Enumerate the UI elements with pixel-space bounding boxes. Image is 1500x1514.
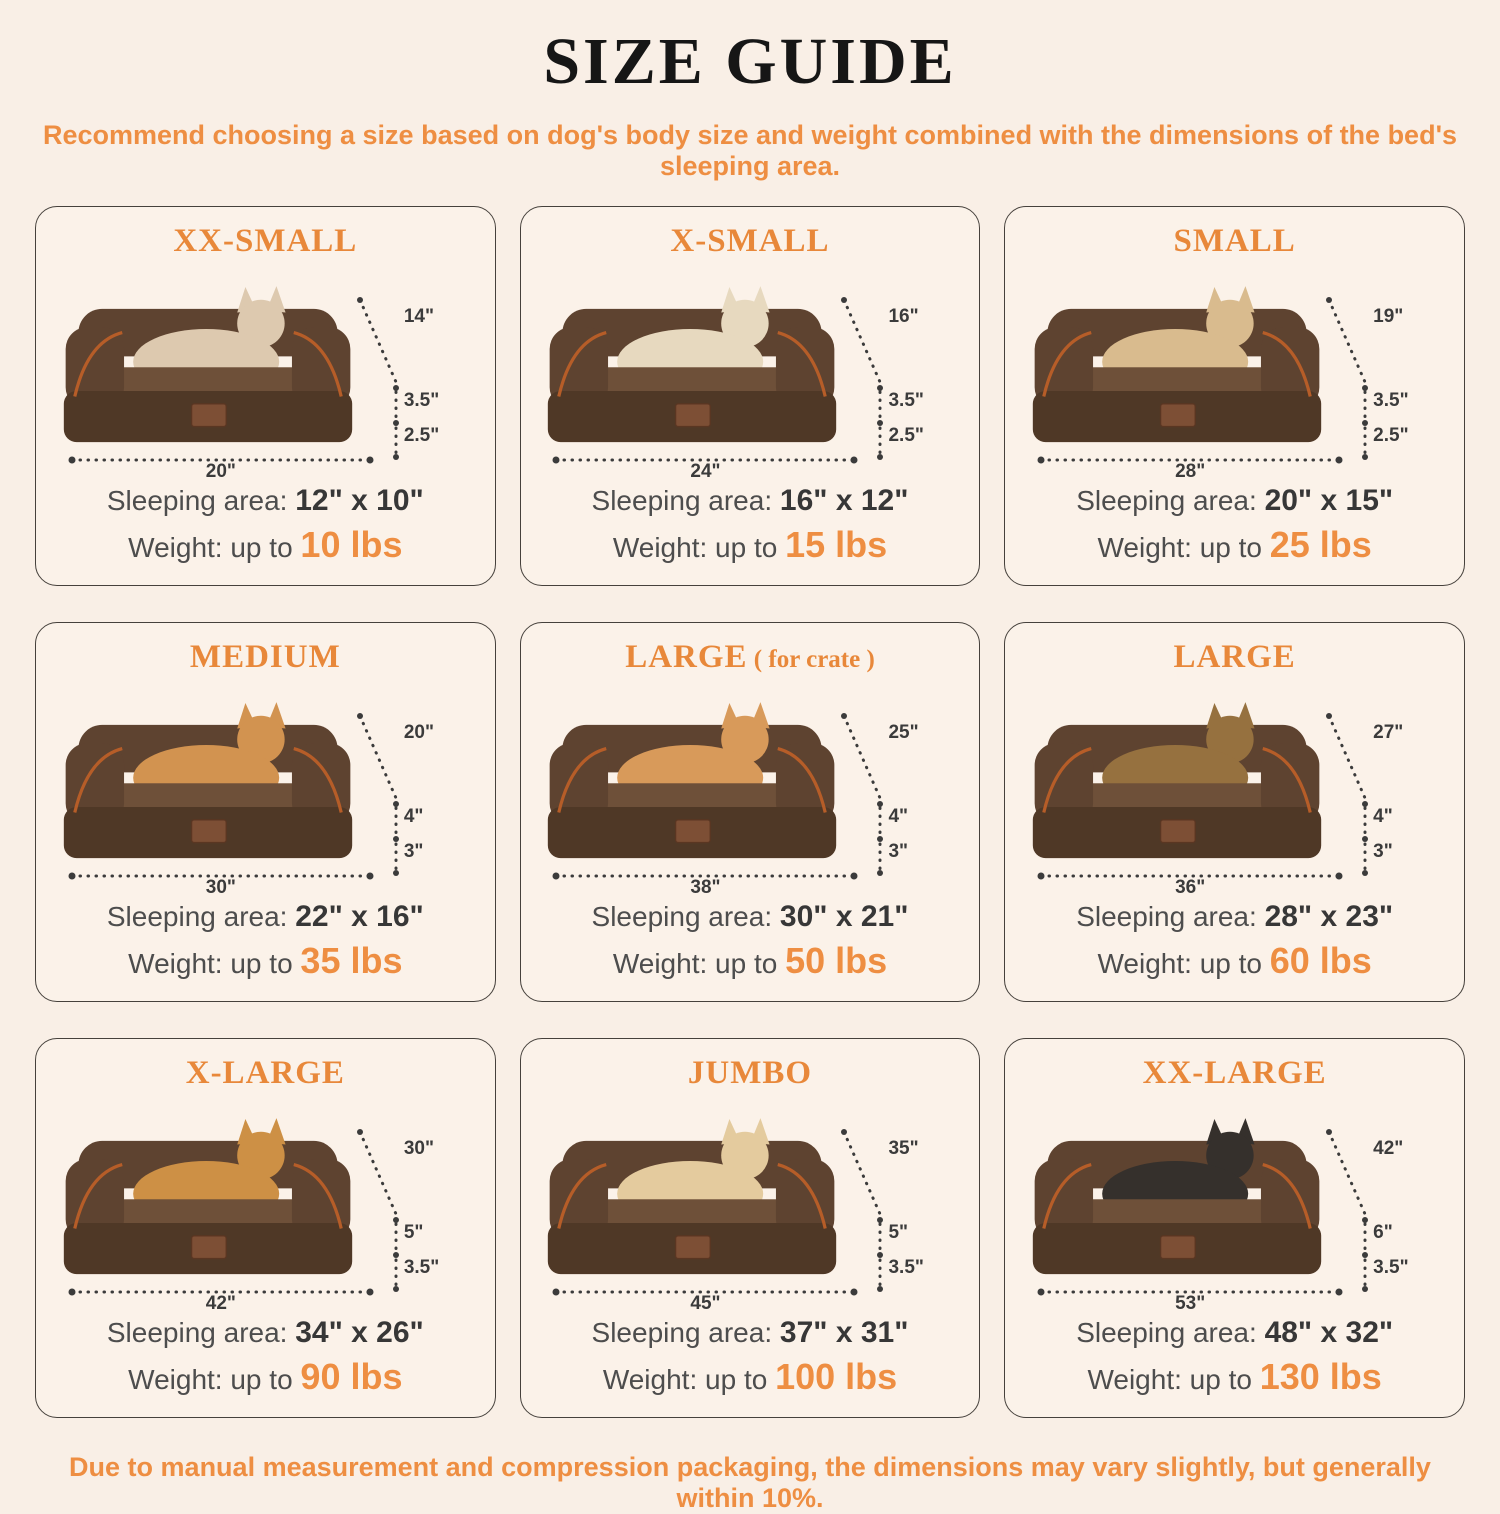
bed-width-dimension: 45" <box>690 1293 721 1314</box>
bed-illustration <box>1017 678 1452 896</box>
size-title <box>1005 639 1464 676</box>
size-title <box>521 1055 980 1092</box>
sleeping-area-line <box>529 482 972 520</box>
weight-value: 130 lbs <box>1259 1356 1382 1398</box>
dimension-lines <box>48 262 483 480</box>
back-height-dimension: 20" <box>403 722 434 743</box>
size-card <box>1004 1038 1465 1418</box>
base-height-dimension: 3.5" <box>888 1257 924 1278</box>
sleeping-area-label: Sleeping area: <box>106 1317 288 1348</box>
bolster-height-dimension: 6" <box>1373 1222 1393 1243</box>
sleeping-area-label: Sleeping area: <box>1076 485 1257 516</box>
back-height-dimension: 35" <box>888 1138 919 1159</box>
weight-up-to: up to <box>715 532 778 564</box>
sleeping-area-value: 48" x 32" <box>1264 1316 1394 1349</box>
bed-illustration <box>532 1094 967 1312</box>
sleeping-area-value: 28" x 23" <box>1264 900 1394 933</box>
size-name: MEDIUM <box>189 639 341 675</box>
sleeping-area-value: 37" x 31" <box>779 1316 909 1349</box>
bed-illustration <box>1017 262 1452 480</box>
back-height-dimension: 30" <box>403 1138 434 1159</box>
size-card <box>520 206 981 586</box>
size-name: XX-SMALL <box>173 223 358 259</box>
weight-label: Weight: <box>612 532 708 564</box>
weight-value: 100 lbs <box>775 1356 898 1398</box>
bed-illustration <box>532 678 967 896</box>
weight-line <box>529 1354 972 1400</box>
sleeping-area-label: Sleeping area: <box>591 901 773 932</box>
bolster-height-dimension: 3.5" <box>888 390 924 411</box>
size-title <box>36 639 495 676</box>
base-height-dimension: 2.5" <box>888 425 924 446</box>
sleeping-area-line <box>44 898 487 936</box>
sleeping-area-value: 22" x 16" <box>295 900 424 933</box>
bed-width-dimension: 20" <box>205 461 236 482</box>
bed-illustration <box>48 262 483 480</box>
bolster-height-dimension: 3.5" <box>403 390 440 411</box>
bed-width-dimension: 53" <box>1175 1293 1206 1314</box>
weight-label: Weight: <box>128 1364 223 1396</box>
dimension-lines <box>48 1094 483 1312</box>
weight-label: Weight: <box>1097 948 1192 980</box>
weight-up-to: up to <box>230 532 293 564</box>
size-title <box>1005 1055 1464 1092</box>
size-name: LARGE <box>1173 639 1296 675</box>
size-title <box>36 1055 495 1092</box>
page-title: SIZE GUIDE <box>543 25 957 98</box>
weight-line <box>1013 938 1456 984</box>
bolster-height-dimension: 4" <box>888 806 909 827</box>
bed-width-dimension: 30" <box>205 877 236 898</box>
weight-line <box>529 938 972 984</box>
weight-up-to: up to <box>230 1364 293 1396</box>
bed-width-dimension: 24" <box>690 461 721 482</box>
weight-label: Weight: <box>602 1364 698 1396</box>
size-card <box>520 1038 981 1418</box>
sleeping-area-label: Sleeping area: <box>591 485 773 516</box>
weight-value: 35 lbs <box>300 940 403 982</box>
base-height-dimension: 3" <box>403 841 424 862</box>
size-name: XX-LARGE <box>1142 1055 1327 1091</box>
dimension-lines <box>532 1094 967 1312</box>
sleeping-area-value: 12" x 10" <box>295 484 424 517</box>
bed-illustration <box>1017 1094 1452 1312</box>
weight-up-to: up to <box>1189 1364 1252 1396</box>
weight-label: Weight: <box>1097 532 1192 564</box>
sleeping-area-label: Sleeping area: <box>1076 1317 1257 1348</box>
back-height-dimension: 19" <box>1373 306 1404 327</box>
size-card <box>520 622 981 1002</box>
weight-up-to: up to <box>705 1364 768 1396</box>
size-card <box>35 1038 496 1418</box>
dimension-lines <box>532 678 967 896</box>
size-name: X-LARGE <box>185 1055 345 1091</box>
sleeping-area-line <box>1013 482 1456 520</box>
size-name: LARGE <box>625 639 748 675</box>
base-height-dimension: 2.5" <box>1373 425 1409 446</box>
weight-up-to: up to <box>715 948 778 980</box>
sleeping-area-value: 34" x 26" <box>295 1316 424 1349</box>
size-name: JUMBO <box>687 1055 813 1091</box>
sleeping-area-value: 30" x 21" <box>779 900 909 933</box>
size-card <box>1004 206 1465 586</box>
bolster-height-dimension: 3.5" <box>1373 390 1409 411</box>
size-card <box>35 622 496 1002</box>
back-height-dimension: 14" <box>403 306 434 327</box>
sleeping-area-label: Sleeping area: <box>106 485 288 516</box>
bed-width-dimension: 42" <box>205 1293 236 1314</box>
weight-line <box>1013 522 1456 568</box>
sleeping-area-label: Sleeping area: <box>106 901 288 932</box>
weight-label: Weight: <box>128 948 223 980</box>
size-title <box>36 223 495 260</box>
page-subtitle: Recommend choosing a size based on dog's body size and weight combined with the dimensions of the bed's sleeping area. <box>42 120 1458 181</box>
sleeping-area-label: Sleeping area: <box>1076 901 1257 932</box>
weight-value: 50 lbs <box>785 940 888 982</box>
sleeping-area-line <box>1013 1314 1456 1352</box>
size-name: SMALL <box>1173 223 1296 259</box>
size-title <box>521 639 980 676</box>
back-height-dimension: 25" <box>888 722 919 743</box>
bolster-height-dimension: 4" <box>1373 806 1393 827</box>
sleeping-area-value: 20" x 15" <box>1264 484 1394 517</box>
size-grid <box>35 206 1465 1418</box>
dimension-lines <box>48 678 483 896</box>
dimension-lines <box>532 262 967 480</box>
bed-illustration <box>48 1094 483 1312</box>
sleeping-area-line <box>44 1314 487 1352</box>
back-height-dimension: 27" <box>1373 722 1404 743</box>
weight-line <box>1013 1354 1456 1400</box>
size-card <box>35 206 496 586</box>
weight-value: 90 lbs <box>300 1356 403 1398</box>
weight-label: Weight: <box>128 532 223 564</box>
sleeping-area-line <box>529 1314 972 1352</box>
weight-value: 25 lbs <box>1269 524 1372 566</box>
weight-up-to: up to <box>230 948 293 980</box>
bolster-height-dimension: 5" <box>403 1222 424 1243</box>
sleeping-area-line <box>529 898 972 936</box>
bed-width-dimension: 36" <box>1175 877 1206 898</box>
dimension-lines <box>1017 1094 1452 1312</box>
size-name: X-SMALL <box>670 223 830 259</box>
base-height-dimension: 3.5" <box>1373 1257 1409 1278</box>
weight-up-to: up to <box>1199 532 1262 564</box>
size-card <box>1004 622 1465 1002</box>
bed-illustration <box>48 678 483 896</box>
size-note: ( for crate ) <box>747 646 875 673</box>
back-height-dimension: 42" <box>1373 1138 1404 1159</box>
weight-value: 60 lbs <box>1269 940 1372 982</box>
bolster-height-dimension: 4" <box>403 806 424 827</box>
weight-label: Weight: <box>1087 1364 1182 1396</box>
sleeping-area-label: Sleeping area: <box>591 1317 773 1348</box>
sleeping-area-line <box>1013 898 1456 936</box>
weight-line <box>44 522 487 568</box>
weight-label: Weight: <box>612 948 708 980</box>
base-height-dimension: 2.5" <box>403 425 440 446</box>
base-height-dimension: 3.5" <box>403 1257 440 1278</box>
bed-width-dimension: 38" <box>690 877 721 898</box>
weight-line <box>44 938 487 984</box>
weight-value: 10 lbs <box>300 524 403 566</box>
base-height-dimension: 3" <box>1373 841 1393 862</box>
base-height-dimension: 3" <box>888 841 909 862</box>
dimension-lines <box>1017 262 1452 480</box>
weight-up-to: up to <box>1199 948 1262 980</box>
dimension-lines <box>1017 678 1452 896</box>
sleeping-area-line <box>44 482 487 520</box>
size-title <box>1005 223 1464 260</box>
footer-note: Due to manual measurement and compression packaging, the dimensions may vary slightly, but generally within 10%. <box>69 1452 1431 1513</box>
back-height-dimension: 16" <box>888 306 919 327</box>
bed-illustration <box>532 262 967 480</box>
bolster-height-dimension: 5" <box>888 1222 909 1243</box>
weight-line <box>44 1354 487 1400</box>
sleeping-area-value: 16" x 12" <box>779 484 909 517</box>
weight-line <box>529 522 972 568</box>
weight-value: 15 lbs <box>785 524 888 566</box>
bed-width-dimension: 28" <box>1175 461 1206 482</box>
size-title <box>521 223 980 260</box>
